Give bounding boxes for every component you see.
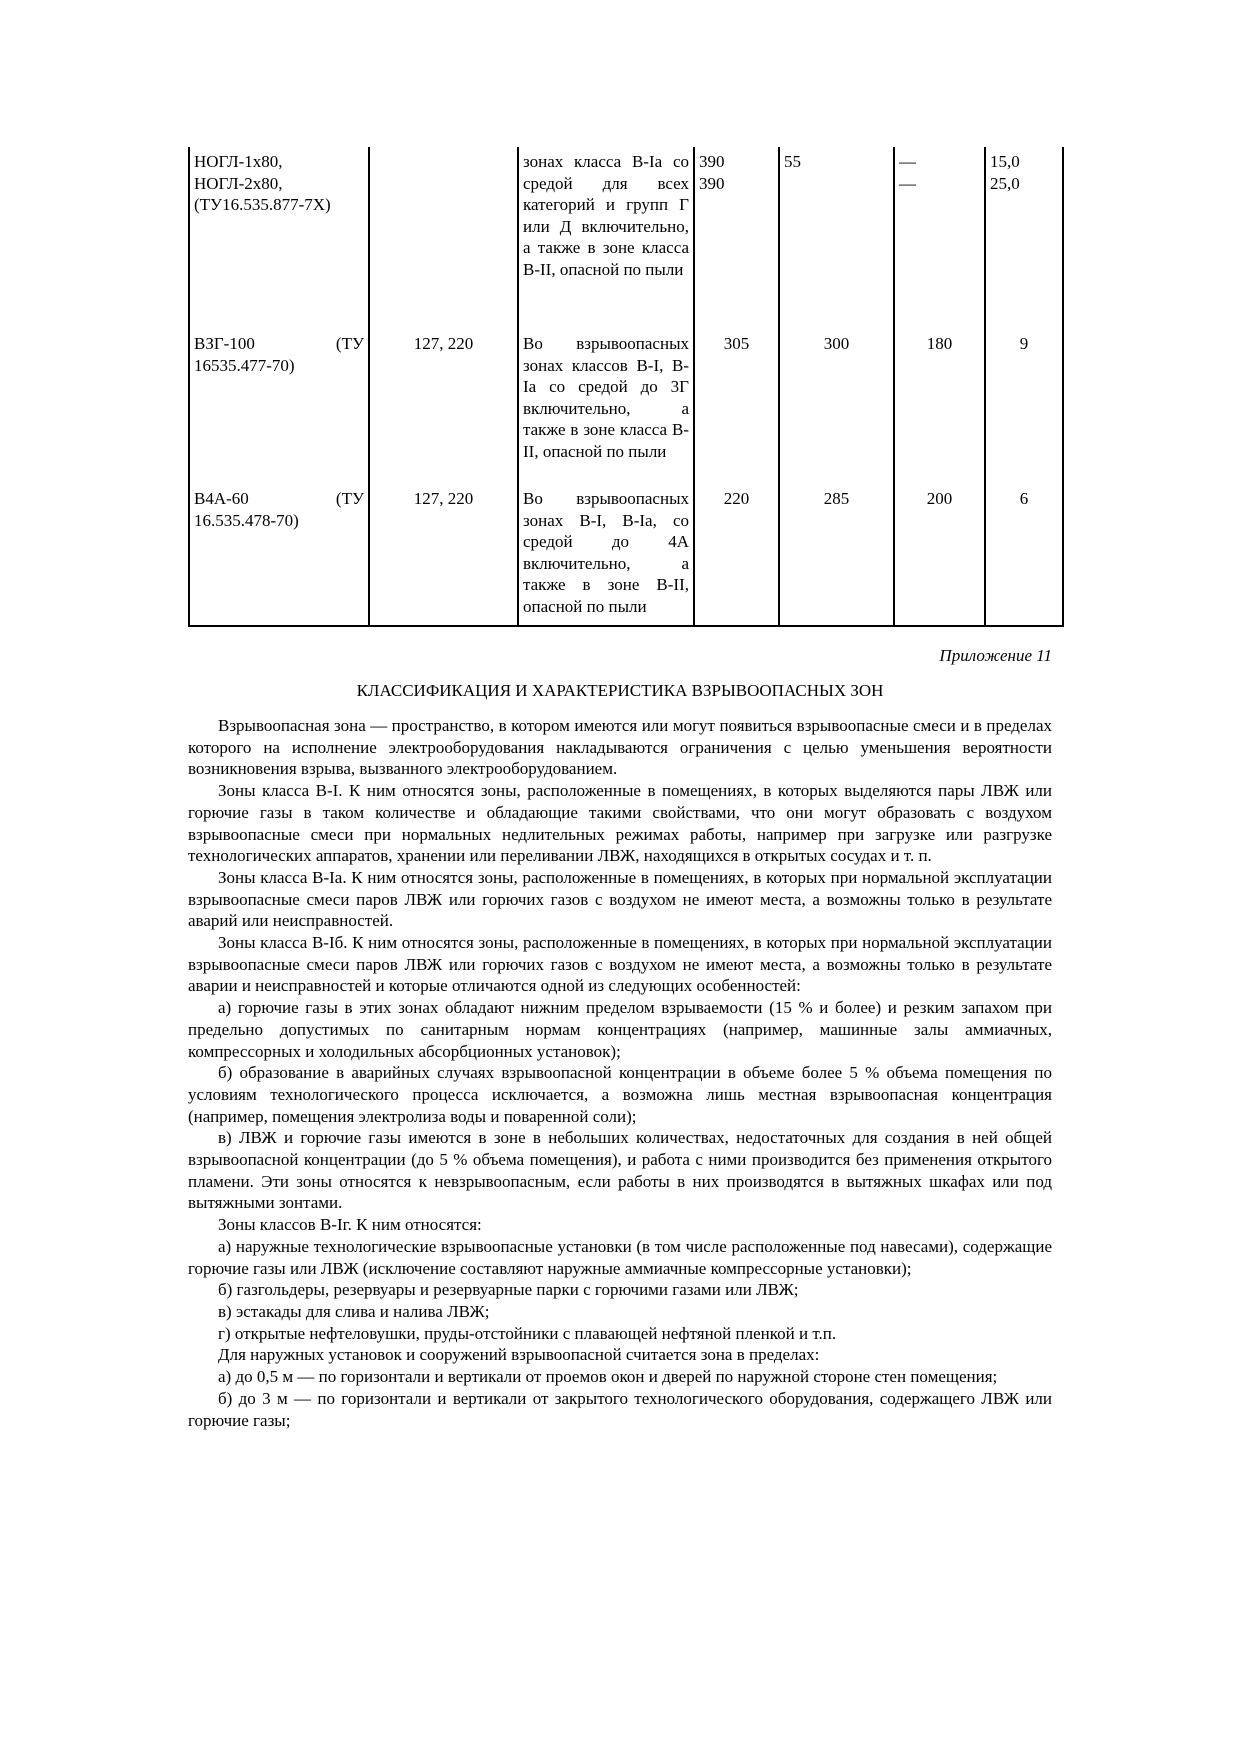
- table-cell: [369, 147, 518, 329]
- table-cell: [779, 147, 894, 329]
- table-cell: Во взрывоопасных зонах В-I, В-Iа, со средой до 4А включительно, а также в зоне В-II, опасной по пыли: [518, 484, 694, 626]
- paragraph: в) эстакады для слива и налива ЛВЖ;: [218, 1301, 490, 1321]
- table-section: [0, 0, 1240, 627]
- equipment-table: [188, 147, 1064, 627]
- paragraph: Взрывоопасная зона — пространство, в котором имеются или могут появиться взрывоопасные смеси и в пределах которого на исполнение электрооборудования накладываются ограничения с целью уменьшения вероятности возникновения взрыва, вызванного электрооборудованием.: [188, 716, 1052, 779]
- body-text: [188, 715, 1052, 1431]
- paragraph: а) до 0,5 м — по горизонтали и вертикали от проемов окон и дверей по наружной стороне стен помещения;: [218, 1367, 998, 1387]
- table-cell-line: —: [899, 173, 916, 193]
- paragraph: Зоны класса В-I. К ним относятся зоны, расположенные в помещениях, в которых выделяются пары ЛВЖ или горючие газы в таком количестве и обладающие такими свойствами, что они могут образовать с воздухом взрывоопасные смеси при нормальных недлительных режимах работы, например при загрузке или разгрузке технологических аппаратов, хранении или переливании ЛВЖ, находящихся в открытых сосудах и т. п.: [188, 781, 1052, 866]
- table-cell: 180: [894, 329, 985, 484]
- table-cell: 305: [694, 329, 779, 484]
- equipment-table-body: [189, 147, 1063, 626]
- paragraph: б) газгольдеры, резервуары и резервуарные парки с горючими газами или ЛВЖ;: [218, 1280, 799, 1300]
- table-cell-line: 55: [784, 152, 801, 171]
- table-cell: зонах класса В-Iа со средой для всех категорий и групп Г или Д включительно, а также в зоне класса В-II, опасной по пыли: [518, 147, 694, 329]
- table-cell: 9: [985, 329, 1063, 484]
- table-cell: 220: [694, 484, 779, 626]
- table-row: [189, 484, 1063, 626]
- table-cell: 285: [779, 484, 894, 626]
- paragraph: Зоны классов В-Iг. К ним относятся:: [218, 1215, 482, 1235]
- table-row: [189, 147, 1063, 329]
- table-cell: [985, 147, 1063, 329]
- table-cell: [894, 147, 985, 329]
- table-cell: 300: [779, 329, 894, 484]
- paragraph: г) открытые нефтеловушки, пруды-отстойники с плавающей нефтяной пленкой и т.п.: [218, 1323, 837, 1343]
- paragraph: б) до 3 м — по горизонтали и вертикали от закрытого технологического оборудования, содержащего ЛВЖ или горючие газы;: [188, 1388, 1052, 1430]
- table-cell-line: (ТУ16.535.877-7Х): [194, 195, 331, 215]
- table-cell-line: 390: [699, 152, 725, 171]
- paragraph: а) наружные технологические взрывоопасные установки (в том числе расположенные под навесами), содержащие горючие газы или ЛВЖ (исключение составляют наружные аммиачные компрессорные установки);: [188, 1236, 1052, 1278]
- table-row: [189, 329, 1063, 484]
- table-cell-line: 390: [699, 173, 725, 193]
- table-cell: 200: [894, 484, 985, 626]
- table-cell: Во взрывоопасных зонах классов В-I, В-Iа со средой до 3Г включительно, а также в зоне класса В-II, опасной по пыли: [518, 329, 694, 484]
- table-cell-line: 15,0: [990, 152, 1020, 171]
- paragraph: Зоны класса В-Iа. К ним относятся зоны, расположенные в помещениях, в которых при нормальной эксплуатации взрывоопасные смеси паров ЛВЖ или горючих газов с воздухом не имеют места, а возможны только в результате аварий или неисправностей.: [188, 867, 1052, 931]
- table-cell: ВЗГ-100 (ТУ 16535.477-70): [189, 329, 369, 484]
- table-cell: 127, 220: [369, 484, 518, 626]
- paragraph: Зоны класса В-Iб. К ним относятся зоны, расположенные в помещениях, в которых при нормальной эксплуатации взрывоопасные смеси паров ЛВЖ или горючих газов с воздухом не имеют места, а возможны только в результате аварии и неисправностей и которые отличаются одной из следующих особенностей:: [188, 933, 1052, 996]
- page-title: КЛАССИФИКАЦИЯ И ХАРАКТЕРИСТИКА ВЗРЫВООПАСНЫХ ЗОН: [356, 681, 884, 700]
- paragraph: Для наружных установок и сооружений взрывоопасной считается зона в пределах:: [218, 1345, 820, 1365]
- table-cell-line: 25,0: [990, 173, 1020, 193]
- paragraph: а) горючие газы в этих зонах обладают нижним пределом взрываемости (15 % и более) и резким запахом при предельно допустимых по санитарным нормам концентрациях (например, машинные залы аммиачных, компрессорных и холодильных абсорбционных установок);: [188, 998, 1052, 1061]
- appendix-label: Приложение 11: [939, 646, 1052, 665]
- table-cell: 6: [985, 484, 1063, 626]
- appendix-block: [188, 645, 1052, 1431]
- table-cell: В4А-60 (ТУ 16.535.478-70): [189, 484, 369, 626]
- table-cell-line: НОГЛ-1х80,: [194, 152, 283, 171]
- table-cell: 127, 220: [369, 329, 518, 484]
- table-cell-line: —: [899, 152, 916, 171]
- table-cell-line: НОГЛ-2х80,: [194, 173, 283, 193]
- table-cell: [694, 147, 779, 329]
- paragraph: б) образование в аварийных случаях взрывоопасной концентрации в объеме более 5 % объема помещения по условиям технологического процесса исключается, а возможна лишь местная взрывоопасная концентрация (например, помещения электролиза воды и поваренной соли);: [188, 1063, 1052, 1126]
- paragraph: в) ЛВЖ и горючие газы имеются в зоне в небольших количествах, недостаточных для создания в ней общей взрывоопасной концентрации (до 5 % объема помещения), и работа с ними производится без применения открытого пламени. Эти зоны относятся к невзрывоопасным, если работы в них производятся в вытяжных шкафах или под вытяжными зонтами.: [188, 1128, 1052, 1213]
- table-cell: [189, 147, 369, 329]
